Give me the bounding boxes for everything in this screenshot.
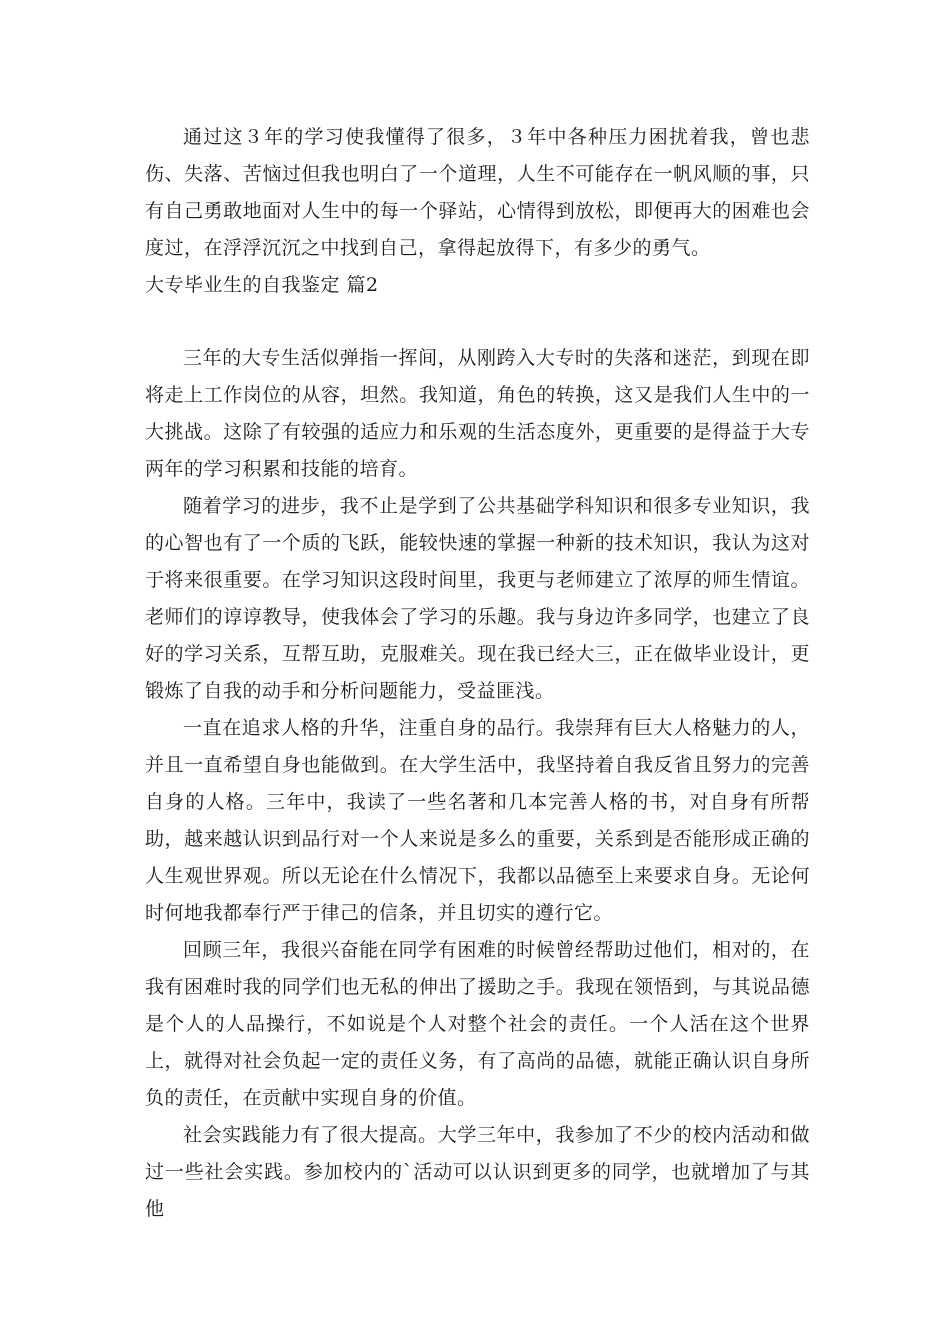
- body-paragraph-2: 随着学习的进步，我不止是学到了公共基础学科知识和很多专业知识，我的心智也有了一个质的飞跃，能较快速的掌握一种新的技术知识，我认为这对于将来很重要。在学习知识这段时间里，我更与老师建立了浓厚的师生情谊。老师们的谆谆教导，使我体会了学习的乐趣。我与身边许多同学，也建立了良好的学习关系，互帮互助，克服难关。现在我已经大三，正在做毕业设计，更锻炼了自我的动手和分析问题能力，受益匪浅。: [145, 495, 810, 702]
- body-paragraph-4: 回顾三年，我很兴奋能在同学有困难的时候曾经帮助过他们，相对的，在我有困难时我的同学们也无私的伸出了援助之手。我现在领悟到，与其说品德是个人的人品操行，不如说是个人对整个社会的责任。一个人活在这个世界上，就得对社会负起一定的责任义务，有了高尚的品德，就能正确认识自身所负的责任，在贡献中实现自身的价值。: [145, 939, 810, 1109]
- body-paragraph-1: 三年的大专生活似弹指一挥间，从刚跨入大专时的失落和迷茫，到现在即将走上工作岗位的从容，坦然。我知道，角色的转换，这又是我们人生中的一大挑战。这除了有较强的适应力和乐观的生活态度外，更重要的是得益于大专两年的学习积累和技能的培育。: [145, 347, 810, 480]
- body-paragraph-5: 社会实践能力有了很大提高。大学三年中，我参加了不少的校内活动和做过一些社会实践。参加校内的`活动可以认识到更多的同学，也就增加了与其他: [145, 1124, 810, 1220]
- section-title: 大专毕业生的自我鉴定 篇2: [145, 274, 379, 296]
- body-paragraph-3: 一直在追求人格的升华，注重自身的品行。我崇拜有巨大人格魅力的人，并且一直希望自身也能做到。在大学生活中，我坚持着自我反省且努力的完善自身的人格。三年中，我读了一些名著和几本完善人格的书，对自身有所帮助，越来越认识到品行对一个人来说是多么的重要，关系到是否能形成正确的人生观世界观。所以无论在什么情况下，我都以品德至上来要求自身。无论何时何地我都奉行严于律己的信条，并且切实的遵行它。: [145, 717, 810, 924]
- intro-paragraph: 通过这３年的学习使我懂得了很多，３年中各种压力困扰着我，曾也悲伤、失落、苦恼过但我也明白了一个道理，人生不可能存在一帆风顺的事，只有自己勇敢地面对人生中的每一个驿站，心情得到放松，即便再大的困难也会度过，在浮浮沉沉之中找到自己，拿得起放得下，有多少的勇气。: [145, 126, 810, 259]
- document-page: [145, 119, 810, 1228]
